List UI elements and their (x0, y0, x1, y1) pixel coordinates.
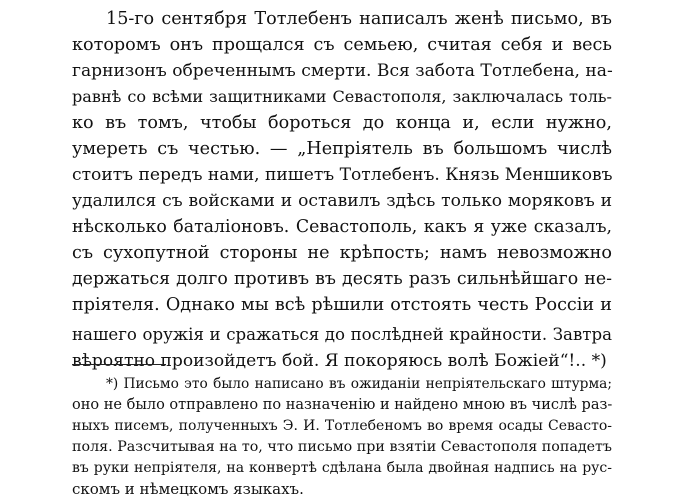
text-line: 15-го сентября Тотлебенъ написалъ женѣ письмо, въ (106, 9, 612, 29)
text-line: равнѣ со всѣми защитниками Севастополя, заключалась толь- (72, 87, 612, 106)
text-line: держаться долго противъ въ десять разъ сильнѣйшаго не- (72, 269, 612, 289)
footnote-line: *) Письмо это было написано въ ожиданіи непріятельскаго штурма; (106, 376, 612, 392)
footnote-divider (72, 364, 166, 365)
text-line: нѣсколько баталіоновъ. Севастополь, какъ я уже сказалъ, (72, 217, 612, 237)
text-line: нашего оружія и сражаться до послѣдней крайности. Завтра (72, 325, 612, 344)
footnote-line: оно не было отправлено по назначенію и найдено мною въ числѣ раз- (72, 397, 613, 413)
footnote-line: ныхъ писемъ, полученныхъ Э. И. Тотлебеномъ во время осады Севасто- (72, 418, 612, 434)
text-line: ко въ томъ, чтобы бороться до конца и, если нужно, (72, 113, 612, 133)
text-line: умереть съ честью. — „Непріятель въ большомъ числѣ (72, 139, 612, 159)
text-line: съ сухопутной стороны не крѣпость; намъ невозможно (72, 243, 612, 263)
text-line: стоитъ передъ нами, пишетъ Тотлебенъ. Князь Меншиковъ (72, 165, 613, 185)
footnote-line: въ руки непріятеля, на конвертѣ сдѣлана была двойная надпись на рус- (72, 460, 612, 476)
text-line: гарнизонъ обреченнымъ смерти. Вся забота Тотлебена, на- (72, 61, 613, 81)
text-line: удалился съ войсками и оставилъ здѣсь только моряковъ и (72, 191, 612, 211)
footnote-line: скомъ и нѣмецкомъ языкахъ. (72, 480, 304, 498)
footnote-line: поля. Разсчитывая на то, что письмо при взятіи Севастополя попадетъ (72, 439, 612, 455)
text-line: вѣроятно произойдетъ бой. Я покоряюсь волѣ Божіей“!.. *) (72, 351, 607, 371)
text-line: которомъ онъ прощался съ семьею, считая себя и весь (72, 35, 612, 55)
text-line: пріятеля. Однако мы всѣ рѣшили отстоять честь Россіи и (72, 295, 612, 315)
